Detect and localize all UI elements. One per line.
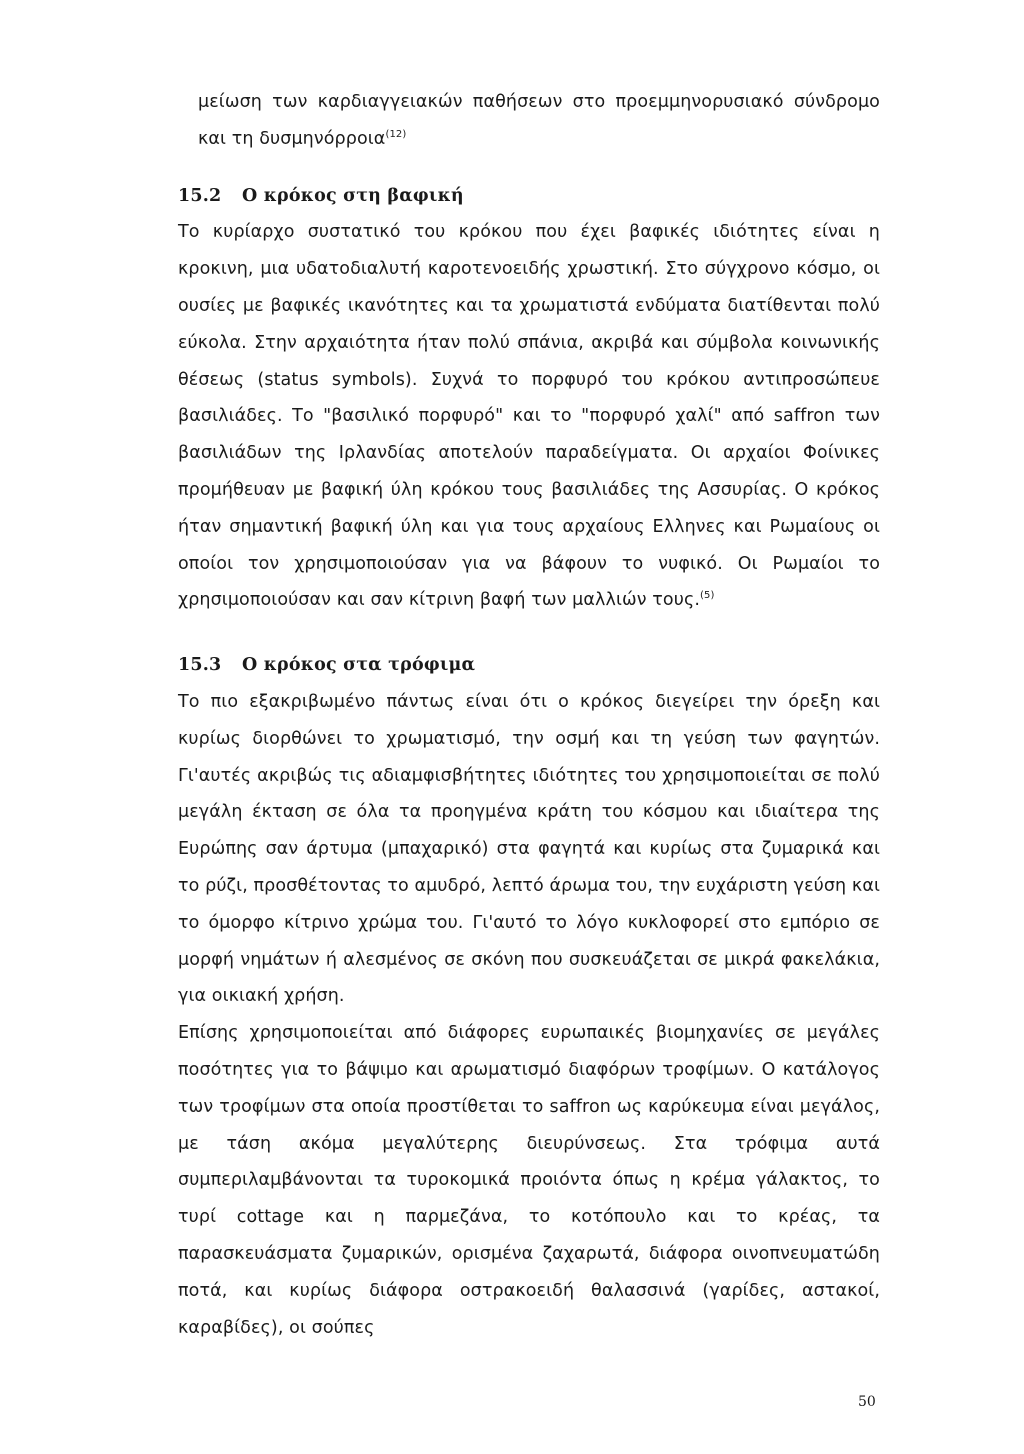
section-number: 15.2: [178, 185, 222, 206]
intro-reference: (12): [385, 128, 407, 140]
section-heading-food: [178, 647, 880, 684]
section-number: 15.3: [178, 655, 222, 676]
section-title: Ο κρόκος στα τρόφιμα: [242, 655, 476, 676]
intro-paragraph: [178, 84, 880, 158]
page-number: 50: [858, 1394, 876, 1410]
food-body-text-2: Επίσης χρησιμοποιείται από διάφορες ευρωπαικές βιομηχανίες σε μεγάλες ποσότητες για το βάψιμο και αρωματισμό διαφόρων τροφίμων. Ο κατάλογος των τροφίμων στα οποία προστίθεται το saffron ως καρύκευμα είναι μεγάλος, με τάση ακόμα μεγαλύτερης διευρύνσεως. Στα τρόφιμα αυτά συμπεριλαμβάνονται τα τυροκομικά προιόντα όπως η κρέμα γάλακτος, το τυρί cottage και η παρμεζάνα, το κοτόπουλο και το κρέας, τα παρασκευάσματα ζυμαρικών, ορισμένα ζαχαρωτά, διάφορα οινοπνευματώδη ποτά, και κυρίως διάφορα οστρακοειδή θαλασσινά (γαρίδες, αστακοί, καραβίδες), οι σούπες: [178, 1023, 880, 1338]
section-title: Ο κρόκος στη βαφική: [242, 185, 464, 206]
dye-reference: (5): [699, 590, 715, 602]
food-body-text-1: Το πιο εξακριβωμένο πάντως είναι ότι ο κρόκος διεγείρει την όρεξη και κυρίως διορθώνει το χρωματισμό, την οσμή και τη γεύση των φαγητών. Γι'αυτές ακριβώς τις αδιαμφισβήτητες ιδιότητες του χρησιμοποιείται σε πολύ μεγάλη έκταση σε όλα τα προηγμένα κράτη του κόσμου και ιδιαίτερα της Ευρώπης σαν άρτυμα (μπαχαρικό) στα φαγητά και κυρίως στα ζυμαρικά και το ρύζι, προσθέτοντας το αμυδρό, λεπτό άρωμα του, την ευχάριστη γεύση και το όμορφο κίτρινο χρώμα του. Γι'αυτό το λόγο κυκλοφορεί στο εμπόριο σε μορφή νημάτων ή αλεσμένος σε σκόνη που συσκευάζεται σε μικρά φακελάκια, για οικιακή χρήση.: [178, 691, 880, 1007]
section-heading-dye: [178, 178, 880, 215]
food-paragraph-2: [178, 1015, 880, 1346]
intro-text: μείωση των καρδιαγγειακών παθήσεων στο προεμμηνορυσιακό σύνδρομο και τη δυσμηνόρροια: [198, 92, 880, 149]
dye-body-text: Το κυρίαρχο συστατικό του κρόκου που έχει βαφικές ιδιότητες είναι η κροκινη, μια υδατοδιαλυτή καροτενοειδής χρωστική. Στο σύγχρονο κόσμο, οι ουσίες με βαφικές ικανότητες και τα χρωματιστά ενδύματα διατίθενται πολύ εύκολα. Στην αρχαιότητα ήταν πολύ σπάνια, ακριβά και σύμβολα κοινωνικής θέσεως (status symbols). Συχνά το πορφυρό του κρόκου αντιπροσώπευε βασιλιάδες. Το "βασιλικό πορφυρό" και το "πορφυρό χαλί" από saffron των βασιλιάδων της Ιρλανδίας αποτελούν παραδείγματα. Οι αρχαίοι Φοίνικες προμήθευαν με βαφική ύλη κρόκου τους βασιλιάδες της Ασσυρίας. Ο κρόκος ήταν σημαντική βαφική ύλη και για τους αρχαίους Ελληνες και Ρωμαίους οι οποίοι τον χρησιμοποιούσαν για να βάφουν το νυφικό. Οι Ρωμαίοι το χρησιμοποιούσαν και σαν κίτρινη βαφή των μαλλιών τους.: [178, 222, 880, 611]
document-page: [178, 84, 880, 1346]
food-paragraph-1: [178, 684, 880, 1015]
dye-paragraph: [178, 214, 880, 619]
